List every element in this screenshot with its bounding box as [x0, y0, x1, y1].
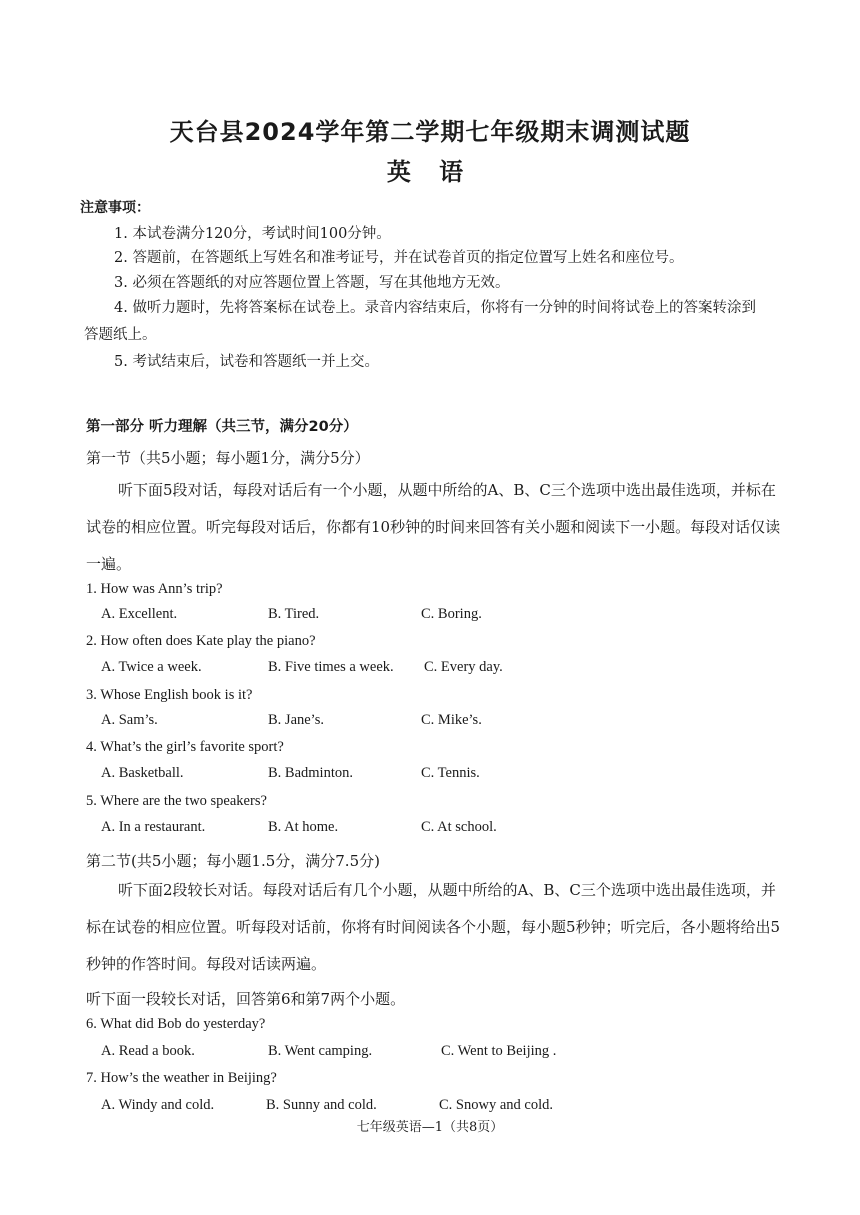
note-item: 2. 答题前，在答题纸上写姓名和准考证号，并在试卷首页的指定位置写上姓名和座位号。 [114, 250, 684, 266]
option-2b: B. Five times a week. [268, 659, 394, 675]
note-item: 3. 必须在答题纸的对应答题位置上答题，写在其他地方无效。 [114, 275, 510, 291]
option-7b: B. Sunny and cold. [266, 1097, 377, 1113]
question-7: 7. How’s the weather in Beijing? [86, 1070, 277, 1086]
section2-instructions: 听下面2段较长对话。每段对话后有几个小题，从题中所给的A、B、C三个选项中选出最佳选项，并标在试卷的相应位置。听每段对话前，你将有时间阅读各个小题，每小题5秒钟；听完后，各小题将给出5秒钟的作答时间。每段对话读两遍。 [86, 881, 781, 973]
option-6b: B. Went camping. [268, 1043, 373, 1059]
option-3b: B. Jane’s. [268, 712, 324, 728]
question-3: 3. Whose English book is it? [86, 687, 253, 703]
note-item: 4. 做听力题时，先将答案标在试卷上。录音内容结束后，你将有一分钟的时间将试卷上的答案转涂到 [114, 300, 756, 316]
note-item: 答题纸上。 [84, 327, 157, 343]
option-5c: C. At school. [421, 819, 497, 835]
option-7a: A. Windy and cold. [101, 1097, 215, 1113]
note-item: 1. 本试卷满分120分，考试时间100分钟。 [114, 226, 391, 242]
question-2: 2. How often does Kate play the piano? [86, 633, 316, 649]
section2-heading: 第二节(共5小题；每小题1.5分，满分7.5分) [86, 852, 380, 870]
section2-sub-instruction: 听下面一段较长对话，回答第6和第7两个小题。 [86, 990, 406, 1008]
option-4c: C. Tennis. [421, 765, 480, 781]
note-item: 5. 考试结束后，试卷和答题纸一并上交。 [114, 354, 379, 370]
option-3a: A. Sam’s. [101, 712, 158, 728]
option-3c: C. Mike’s. [421, 712, 482, 728]
option-1c: C. Boring. [421, 606, 482, 622]
option-1a: A. Excellent. [101, 606, 178, 622]
option-6a: A. Read a book. [101, 1043, 195, 1059]
question-6: 6. What did Bob do yesterday? [86, 1016, 266, 1032]
question-1: 1. How was Ann’s trip? [86, 581, 223, 597]
option-2a: A. Twice a week. [101, 659, 202, 675]
page-footer: 七年级英语—1（共8页） [356, 1120, 504, 1135]
option-4a: A. Basketball. [101, 765, 184, 781]
option-1b: B. Tired. [268, 606, 320, 622]
subject-title: 英 语 [386, 158, 474, 186]
option-5a: A. In a restaurant. [101, 819, 206, 835]
section1-heading: 第一节（共5小题；每小题1分，满分5分） [86, 449, 370, 467]
option-2c: C. Every day. [424, 659, 503, 675]
question-5: 5. Where are the two speakers? [86, 793, 267, 809]
option-5b: B. At home. [268, 819, 339, 835]
exam-title: 天台县2024学年第二学期七年级期末调测试题 [169, 118, 691, 146]
part1-heading: 第一部分 听力理解（共三节，满分20分） [86, 419, 358, 435]
option-4b: B. Badminton. [268, 765, 353, 781]
option-6c: C. Went to Beijing . [441, 1043, 557, 1059]
section1-instructions: 听下面5段对话，每段对话后有一个小题，从题中所给的A、B、C三个选项中选出最佳选项，并标在试卷的相应位置。听完每段对话后，你都有10秒钟的时间来回答有关小题和阅读下一小题。每段对话仅读一遍。 [86, 481, 781, 573]
option-7c: C. Snowy and cold. [439, 1097, 553, 1113]
notes-heading: 注意事项： [80, 200, 150, 216]
question-4: 4. What’s the girl’s favorite sport? [86, 739, 284, 755]
